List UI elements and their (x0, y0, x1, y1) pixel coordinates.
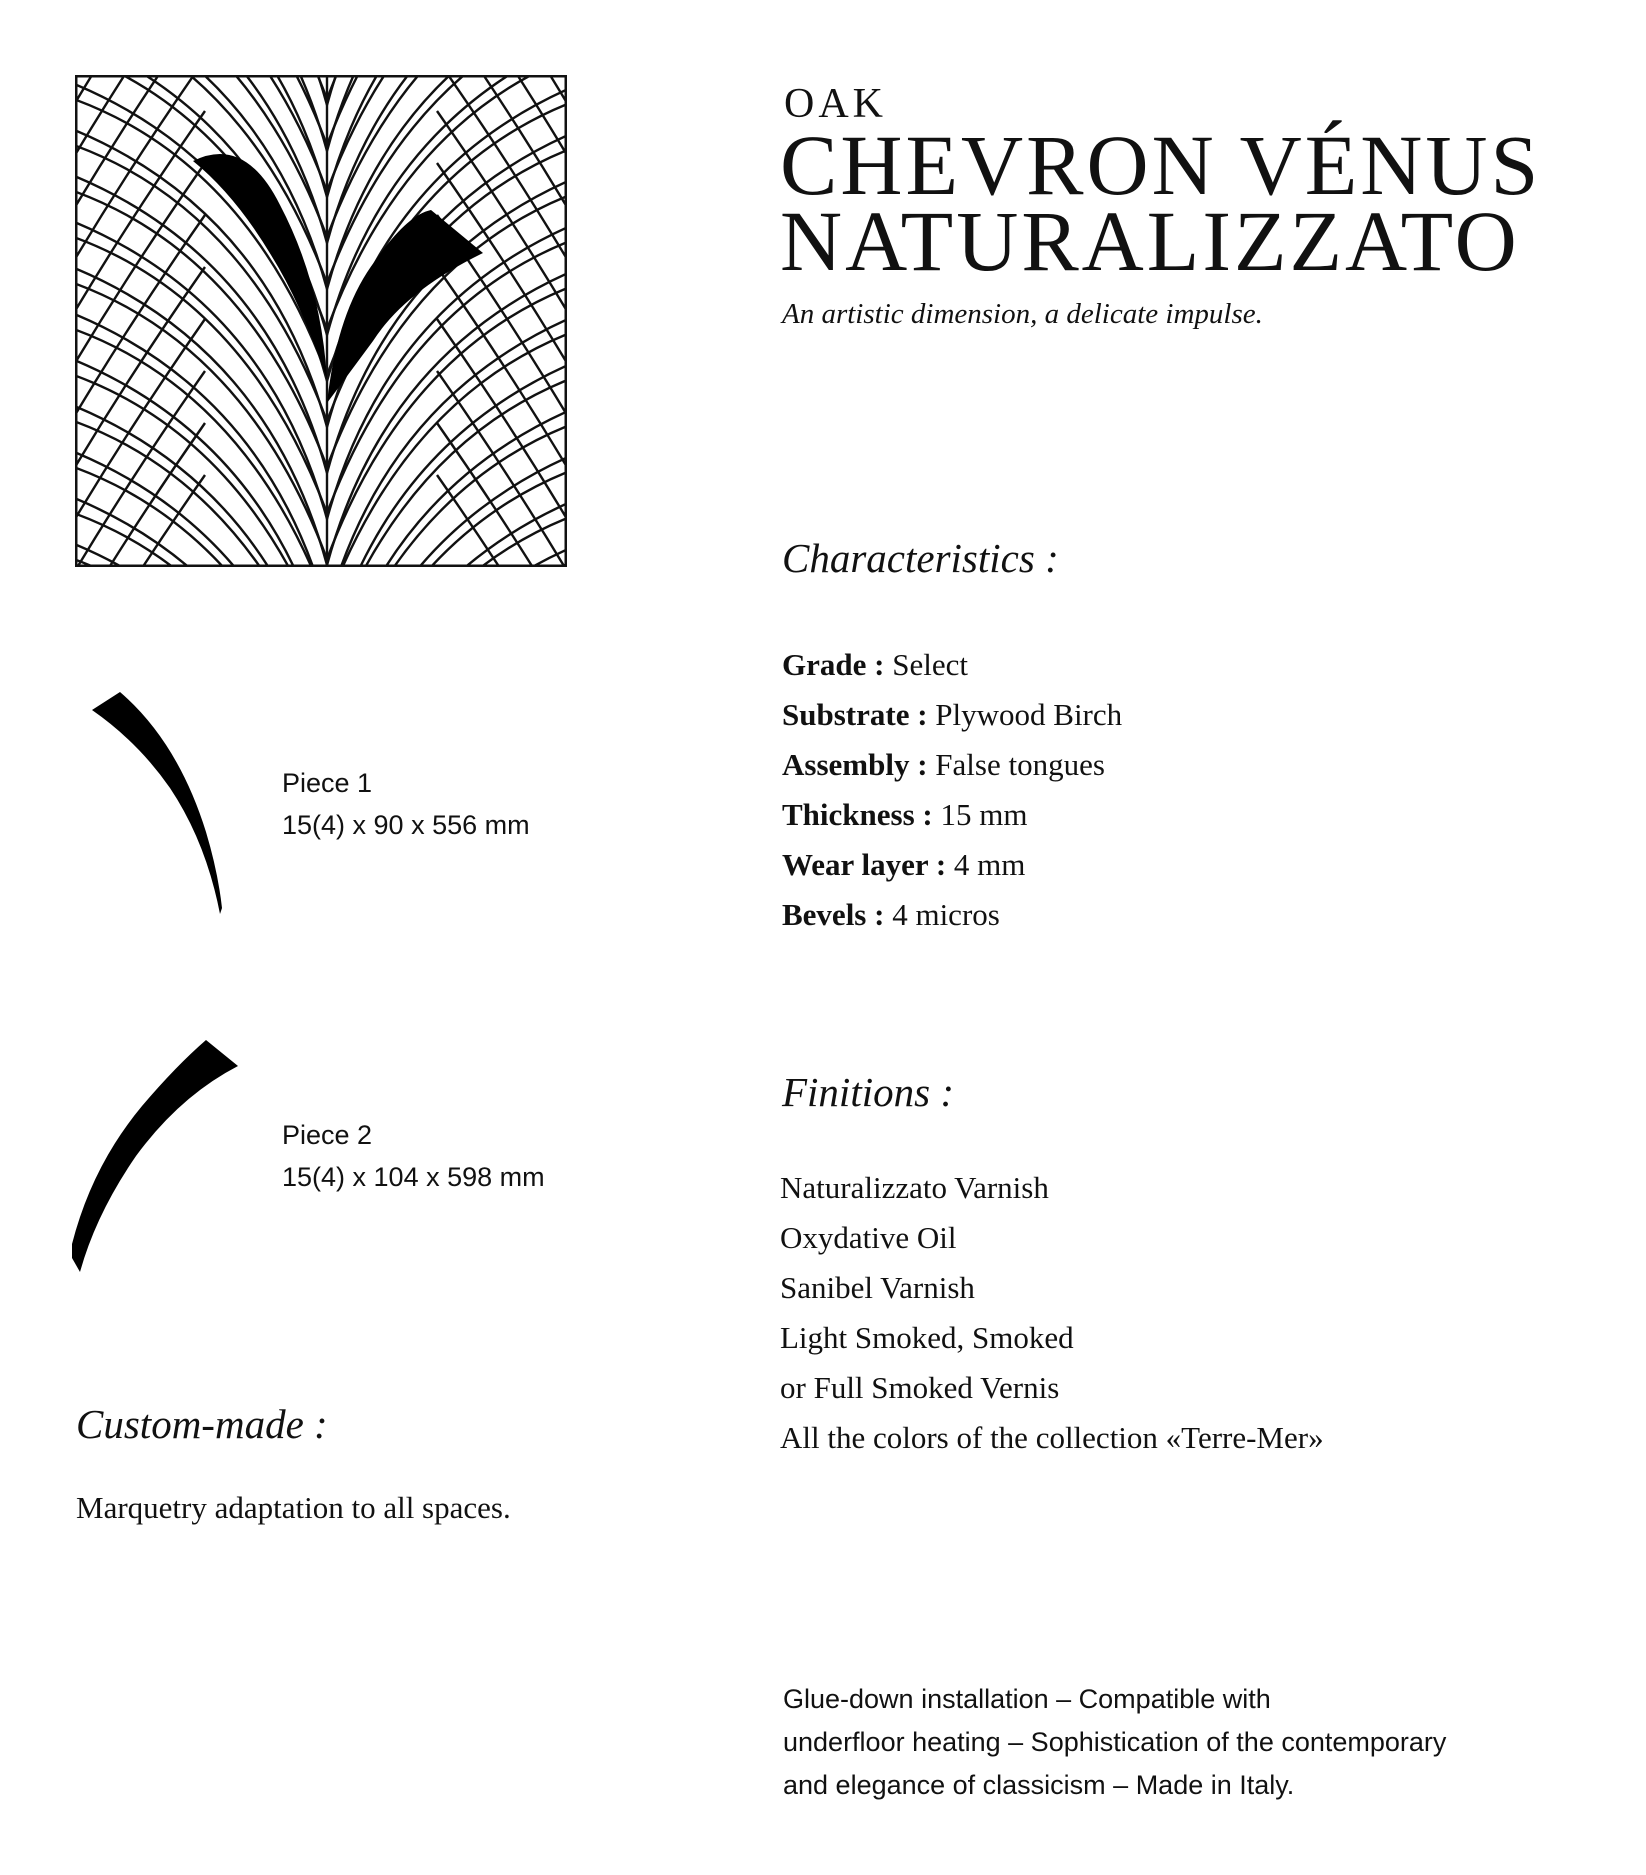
footer-line-2: underfloor heating – Sophistication of the contemporary (783, 1727, 1447, 1757)
custom-made-text: Marquetry adaptation to all spaces. (76, 1490, 511, 1525)
spec-grade: Grade : Select (782, 647, 968, 682)
piece-2-dimensions: 15(4) x 104 x 598 mm (282, 1162, 545, 1192)
piece-1-label: Piece 1 (282, 768, 373, 798)
highlight-piece-right (327, 210, 483, 403)
finition-item: Naturalizzato Varnish (780, 1170, 1049, 1205)
chevron-pattern-icon (75, 75, 567, 567)
curved-plank-left-icon (88, 692, 228, 914)
spec-bevels: Bevels : 4 micros (782, 897, 1000, 932)
finitions-list (780, 1163, 1324, 1463)
custom-made-heading: Custom-made : (76, 1401, 328, 1447)
spec-wear-layer: Wear layer : 4 mm (782, 847, 1026, 882)
characteristics-list (782, 640, 1122, 940)
finitions-heading: Finitions : (782, 1069, 954, 1115)
product-title-line1: CHEVRON VÉNUS (780, 117, 1542, 213)
product-tagline: An artistic dimension, a delicate impulse. (782, 298, 1263, 330)
chevron-pattern-illustration (75, 75, 567, 567)
finition-item: Sanibel Varnish (780, 1270, 975, 1305)
footer-description (783, 1678, 1543, 1807)
spec-thickness: Thickness : 15 mm (782, 797, 1028, 832)
product-category: OAK (784, 81, 887, 127)
finition-item: Light Smoked, Smoked (780, 1320, 1074, 1355)
spec-assembly: Assembly : False tongues (782, 747, 1105, 782)
piece-2-label: Piece 2 (282, 1120, 373, 1150)
spec-substrate: Substrate : Plywood Birch (782, 697, 1123, 732)
finition-item: All the colors of the collection «Terre-Mer» (780, 1420, 1324, 1455)
piece-1-info (282, 762, 530, 846)
finition-item: Oxydative Oil (780, 1220, 957, 1255)
product-title-line2: NATURALIZZATO (780, 193, 1520, 289)
curved-plank-right-icon (72, 1036, 248, 1272)
piece-1-dimensions: 15(4) x 90 x 556 mm (282, 810, 530, 840)
finition-item: or Full Smoked Vernis (780, 1370, 1060, 1405)
footer-line-3: and elegance of classicism – Made in Italy. (783, 1770, 1295, 1800)
piece-2-info (282, 1114, 545, 1198)
characteristics-heading: Characteristics : (782, 535, 1059, 581)
footer-line-1: Glue-down installation – Compatible with (783, 1684, 1271, 1714)
